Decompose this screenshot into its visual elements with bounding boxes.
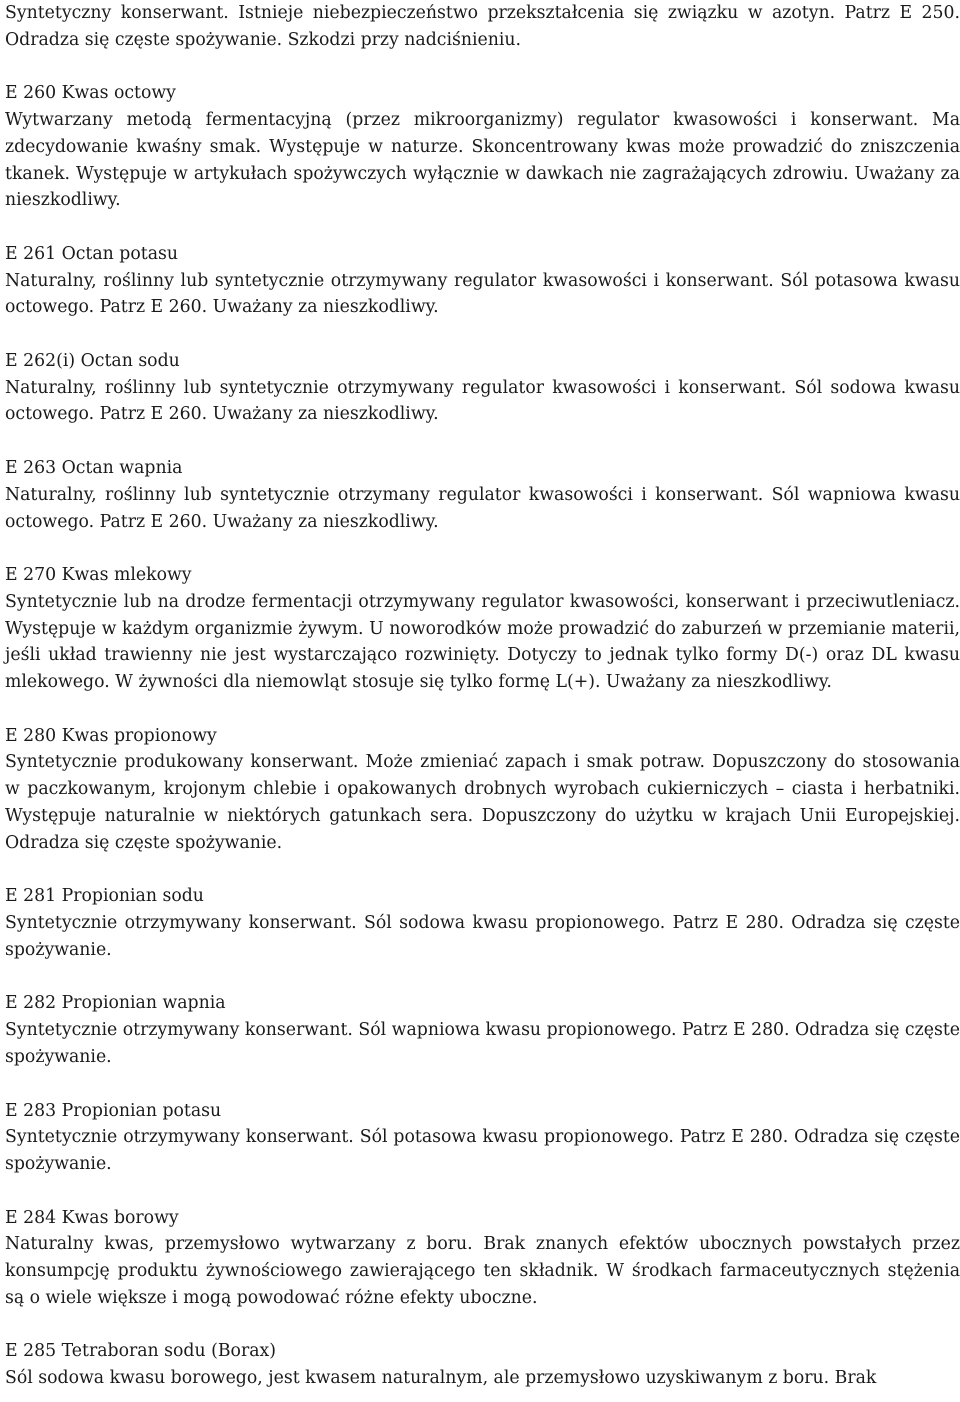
entry-e261: [5, 241, 960, 321]
entry-e262: [5, 348, 960, 428]
entry-title: E 262(i) Octan sodu: [5, 351, 180, 372]
entry-e281: [5, 883, 960, 963]
intro-paragraph: Syntetyczny konserwant. Istnieje niebezpieczeństwo przekształcenia się związku w azotyn. Patrz E 250. Odradza się częste spożywanie. Szkodzi przy nadciśnieniu.: [5, 3, 960, 50]
entry-e270: [5, 562, 960, 696]
entry-description: Syntetycznie otrzymywany konserwant. Sól potasowa kwasu propionowego. Patrz E 280. Odradza się częste spożywanie.: [5, 1127, 960, 1174]
entry-e260: [5, 80, 960, 214]
entry-description: Naturalny, roślinny lub syntetycznie otrzymywany regulator kwasowości i konserwant. Sól sodowa kwasu octowego. Patrz E 260. Uważany za nieszkodliwy.: [5, 377, 960, 425]
entry-title: E 284 Kwas borowy: [5, 1207, 179, 1228]
entry-title: E 263 Octan wapnia: [5, 458, 183, 479]
entry-title: E 280 Kwas propionowy: [5, 725, 217, 746]
entry-e283: [5, 1098, 960, 1178]
entry-description: Wytwarzany metodą fermentacyjną (przez mikroorganizmy) regulator kwasowości i konserwant. Ma zdecydowanie kwaśny smak. Występuje w naturze. Skoncentrowany kwas może prowadzić do zniszczenia tkanek. Występuje w artykułach spożywczych wyłącznie w dawkach nie zagrażających zdrowiu. Uważany za nieszkodliwy.: [5, 110, 960, 211]
entry-title: E 282 Propionian wapnia: [5, 993, 226, 1014]
entry-description: Syntetycznie produkowany konserwant. Może zmieniać zapach i smak potraw. Dopuszczony do stosowania w paczkowanym, krojonym chlebie i opakowanych drobnych wyrobach cukierniczych – ciasta i herbatniki. Występuje naturalnie w niektórych gatunkach sera. Dopuszczony do użytku w krajach Unii Europejskiej. Odradza się częste spożywanie.: [5, 752, 960, 853]
entry-e285: [5, 1338, 960, 1391]
entry-title: E 260 Kwas octowy: [5, 83, 176, 104]
entry-description: Syntetycznie lub na drodze fermentacji otrzymywany regulator kwasowości, konserwant i przeciwutleniacz. Występuje w każdym organizmie żywym. U noworodków może prowadzić do zaburzeń w przemianie materii, jeśli układ trawienny nie jest wystarczająco rozwinięty. Dotyczy to jednak tylko formy D(-) oraz DL kwasu mlekowego. W żywności dla niemowląt stosuje się tylko formę L(+). Uważany za nieszkodliwy.: [5, 591, 960, 693]
entry-description: Sól sodowa kwasu borowego, jest kwasem naturalnym, ale przemysłowo uzyskiwanym z boru. Brak: [5, 1368, 877, 1389]
entry-description: Naturalny, roślinny lub syntetycznie otrzymywany regulator kwasowości i konserwant. Sól potasowa kwasu octowego. Patrz E 260. Uważany za nieszkodliwy.: [5, 270, 960, 318]
entry-description: Naturalny kwas, przemysłowo wytwarzany z boru. Brak znanych efektów ubocznych powstałych przez konsumpcję produktu żywnościowego zawierającego ten składnik. W środkach farmaceutycznych stężenia są o wiele większe i mogą powodować różne efekty uboczne.: [5, 1234, 960, 1308]
document-page: [5, 0, 960, 1392]
entry-description: Syntetycznie otrzymywany konserwant. Sól wapniowa kwasu propionowego. Patrz E 280. Odradza się częste spożywanie.: [5, 1020, 960, 1067]
entry-e282: [5, 990, 960, 1070]
entry-description: Syntetycznie otrzymywany konserwant. Sól sodowa kwasu propionowego. Patrz E 280. Odradza się częste spożywanie.: [5, 912, 960, 960]
entry-title: E 270 Kwas mlekowy: [5, 565, 192, 586]
entry-title: E 283 Propionian potasu: [5, 1100, 222, 1121]
entry-e263: [5, 455, 960, 535]
entry-description: Naturalny, roślinny lub syntetycznie otrzymany regulator kwasowości i konserwant. Sól wapniowa kwasu octowego. Patrz E 260. Uważany za nieszkodliwy.: [5, 484, 960, 532]
entry-title: E 285 Tetraboran sodu (Borax): [5, 1341, 277, 1362]
entry-title: E 261 Octan potasu: [5, 243, 179, 264]
entry-e284: [5, 1205, 960, 1312]
entry-e280: [5, 723, 960, 857]
entry-title: E 281 Propionian sodu: [5, 886, 204, 907]
